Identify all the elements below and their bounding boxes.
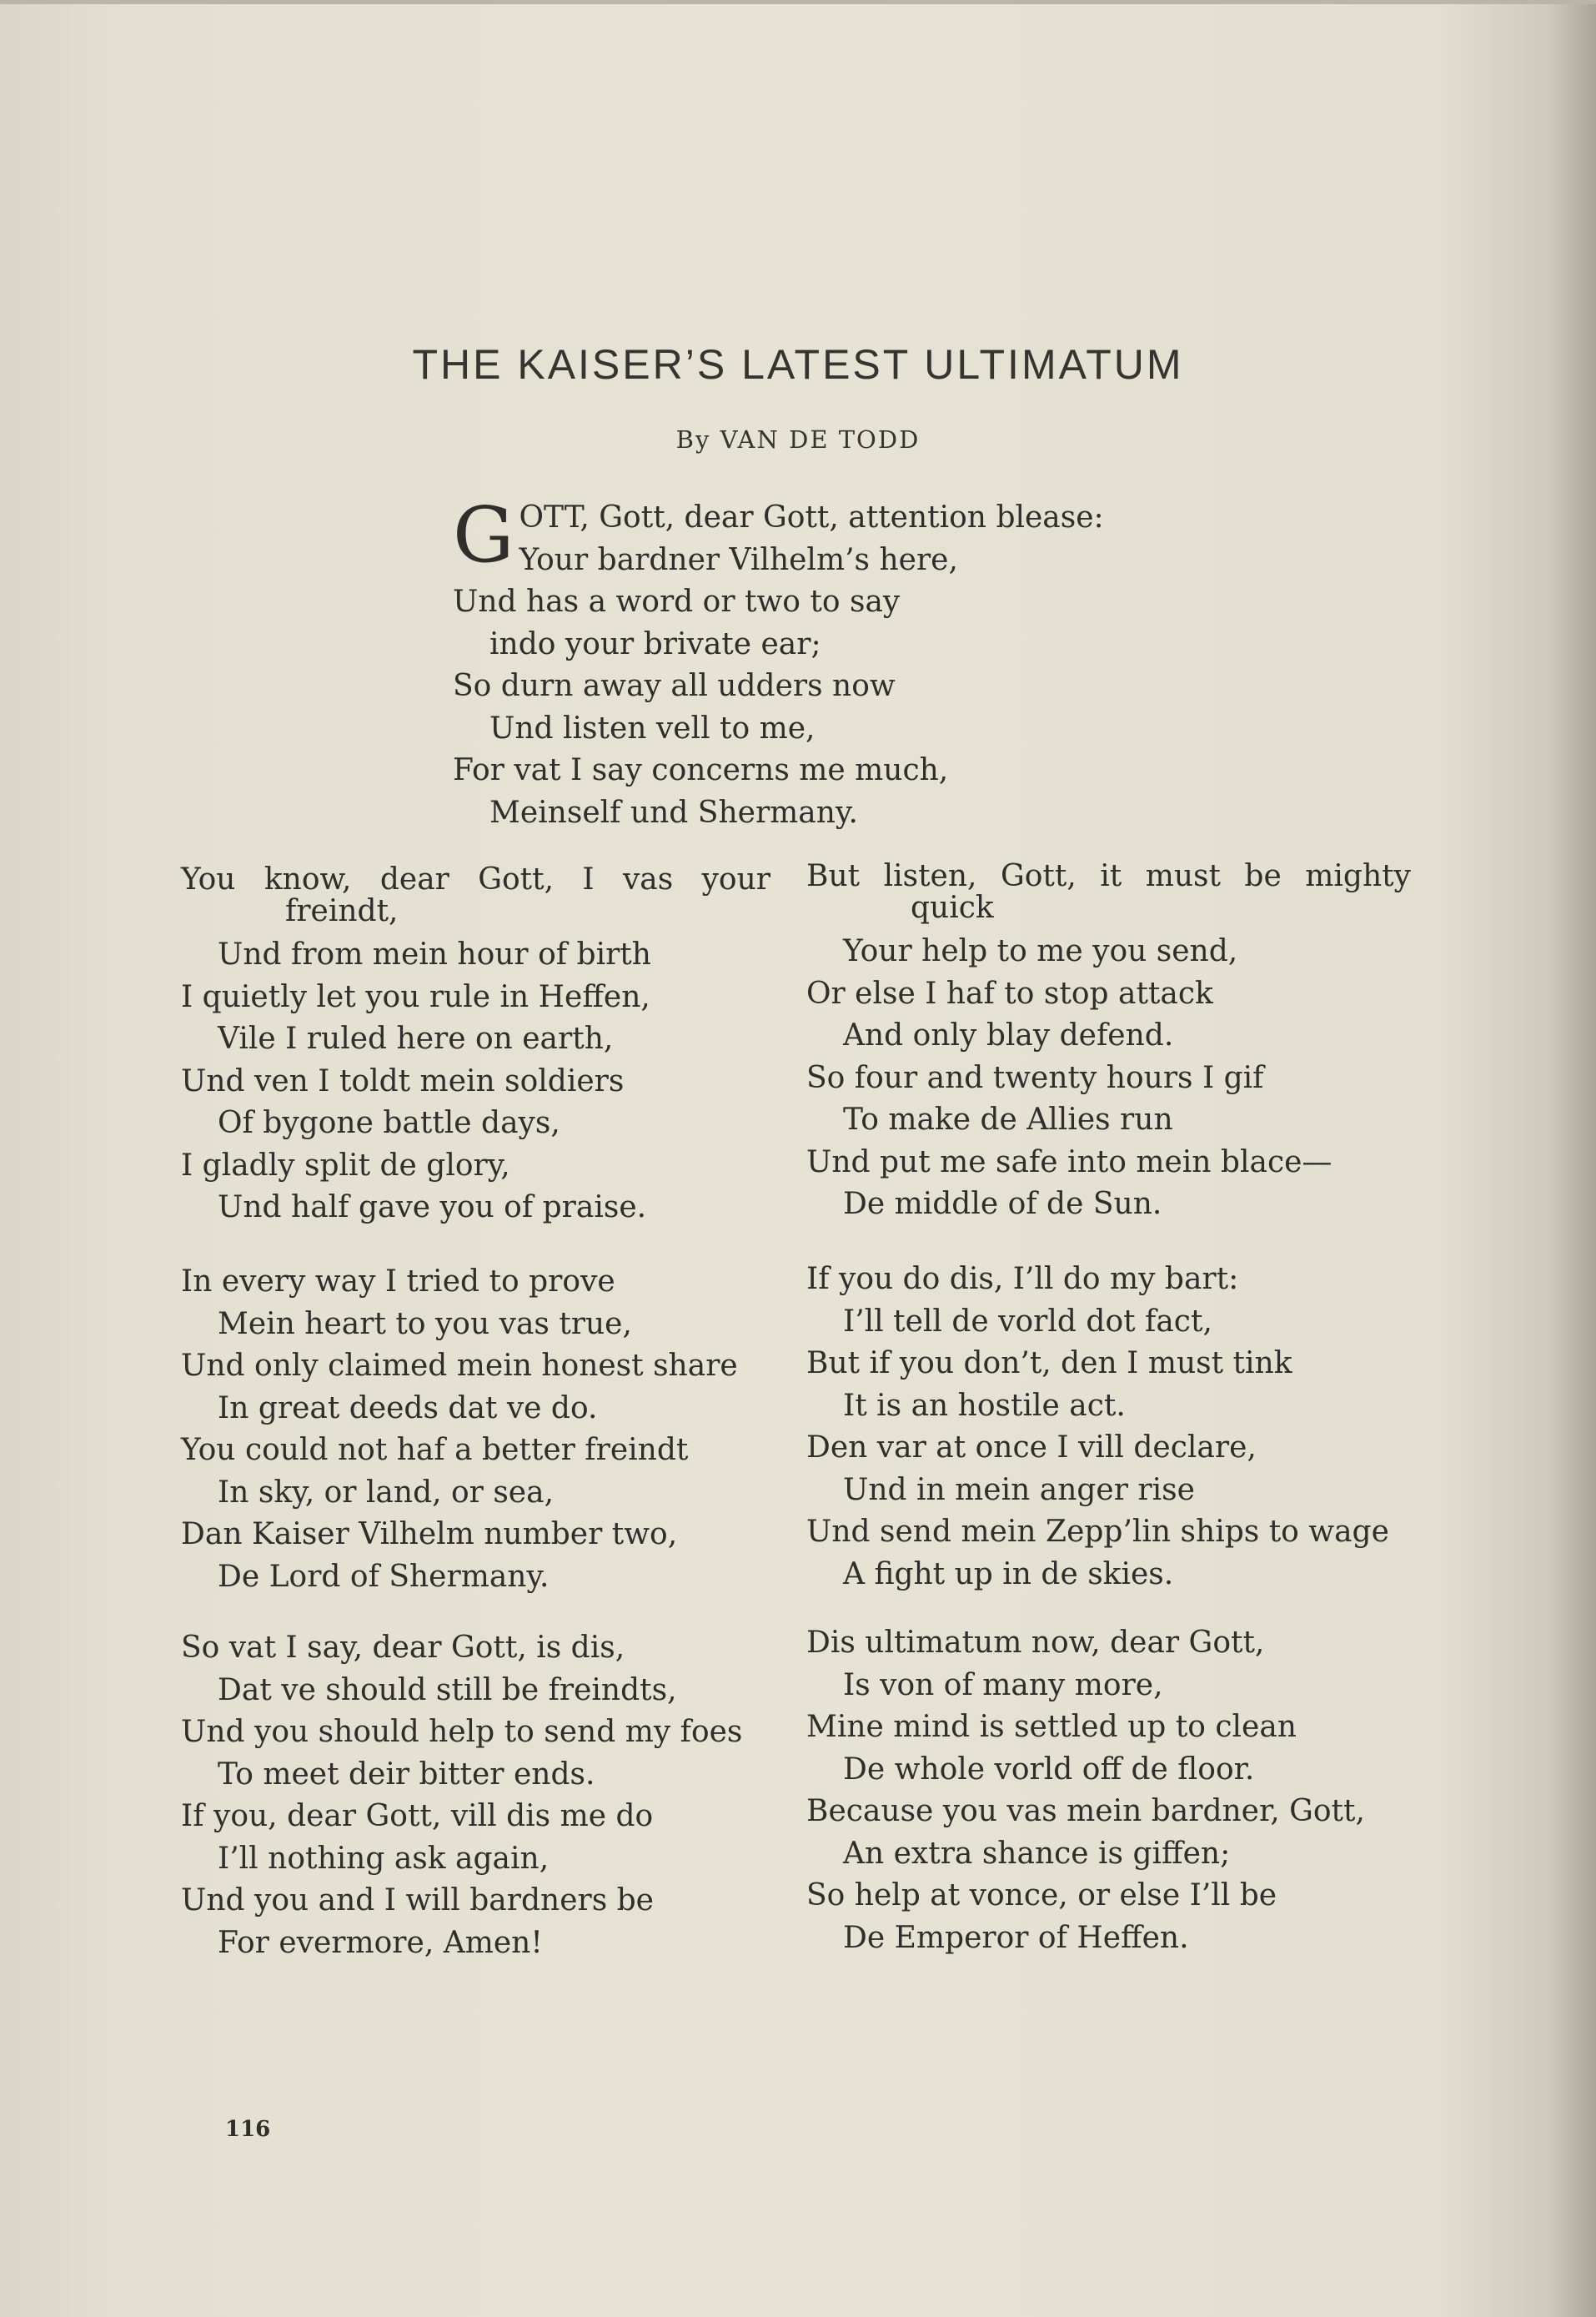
poem-line: Or else I haf to stop attack [806, 976, 1213, 1011]
poem-line: Und only claimed mein honest share [181, 1349, 738, 1383]
poem-line: Your help to me you send, [843, 934, 1238, 968]
poem-line: For vat I say concerns me much, [453, 753, 949, 787]
poem-line: Und you should help to send my foes [181, 1715, 743, 1749]
right-stanza-3 [806, 1622, 1411, 1959]
poem-line: In great deeds dat ve do. [218, 1390, 598, 1425]
poem-word: must [1145, 859, 1221, 893]
poem-line: If you, dear Gott, vill dis me do [181, 1799, 654, 1833]
poem-line: I quietly let you rule in Heffen, [181, 979, 650, 1014]
poem-line: Und send mein Zepp’lin ships to wage [806, 1515, 1389, 1549]
left-stanza-3 [181, 1627, 770, 1964]
poem-line: Because you vas mein bardner, Gott, [806, 1794, 1365, 1828]
page-top-edge [0, 0, 1596, 4]
byline-author: VAN DE TODD [720, 425, 921, 454]
poem-word: be [1244, 859, 1282, 893]
poem-line: Und you and I will bardners be [181, 1883, 654, 1917]
poem-line: Und ven I toldt mein soldiers [181, 1063, 625, 1098]
poem-line: Dat ve should still be freindts, [218, 1672, 677, 1707]
poem-word: dear [379, 862, 449, 897]
left-stanza-1 [181, 864, 770, 1229]
right-stanza-2 [806, 1259, 1411, 1596]
poem-word: But [806, 859, 861, 893]
poem-line: I’ll tell de vorld dot fact, [843, 1304, 1212, 1339]
poem-line: De middle of de Sun. [843, 1187, 1162, 1221]
poem-line-continuation: freindt, [285, 894, 399, 928]
poem-line: Vile I ruled here on earth, [218, 1022, 614, 1056]
poem-line: De whole vorld off de floor. [843, 1752, 1255, 1787]
poem-line: Und in mein anger rise [843, 1472, 1195, 1507]
poem-title: THE KAISER’S LATEST ULTIMATUM [412, 341, 1184, 388]
poem-word: it [1100, 859, 1122, 893]
poem-line: To meet deir bitter ends. [218, 1757, 595, 1792]
poem-line: I gladly split de glory, [181, 1148, 510, 1183]
poem-line: I’ll nothing ask again, [218, 1841, 550, 1876]
poem-line: Your bardner Vilhelm’s here, [519, 542, 958, 577]
poem-line: So help at vonce, or else I’ll be [806, 1878, 1277, 1912]
poem-line: So vat I say, dear Gott, is dis, [181, 1631, 625, 1665]
poem-line: In sky, or land, or sea, [218, 1475, 555, 1510]
drop-cap: G [453, 490, 514, 580]
poem-line [806, 861, 1411, 892]
intro-stanza [453, 490, 1104, 834]
poem-line: OTT, Gott, dear Gott, attention blease: [519, 500, 1104, 535]
poem-line: Dan Kaiser Vilhelm number two, [181, 1517, 678, 1551]
poem-line: Den var at once I vill declare, [806, 1430, 1257, 1465]
poem-line [181, 864, 770, 896]
page-number: 116 [225, 2117, 271, 2142]
poem-line: In every way I tried to prove [181, 1264, 615, 1299]
poem-word: Gott, [1000, 859, 1077, 893]
poem-line: So four and twenty hours I gif [806, 1060, 1264, 1095]
poem-line: Und from mein hour of birth [218, 937, 651, 972]
poem-word: Gott, [478, 862, 555, 897]
poem-line: To make de Allies run [843, 1103, 1173, 1137]
poem-word: listen, [883, 859, 977, 893]
poem-line: Dis ultimatum now, dear Gott, [806, 1626, 1265, 1660]
poem-line: Und half gave you of praise. [218, 1190, 647, 1224]
poem-line: Is von of many more, [843, 1667, 1163, 1702]
poem-line: Mine mind is settled up to clean [806, 1710, 1297, 1744]
poem-line: A fight up in de skies. [843, 1556, 1174, 1591]
poem-line: Und listen vell to me, [489, 711, 816, 746]
poem-line: For evermore, Amen! [218, 1925, 543, 1960]
right-stanza-1 [806, 861, 1411, 1226]
poem-word: I [582, 862, 595, 897]
poem-line: indo your brivate ear; [489, 626, 821, 661]
poem-word: know, [263, 862, 352, 897]
poem-line: Of bygone battle days, [218, 1106, 560, 1140]
poem-line: Und has a word or two to say [453, 585, 901, 619]
poem-line: Mein heart to you vas true, [218, 1306, 632, 1341]
poem-line-continuation: quick [911, 891, 994, 925]
poem-line: De Lord of Shermany. [218, 1559, 550, 1594]
poem-line: You could not haf a better freindt [181, 1433, 689, 1467]
poem-line: An extra shance is giffen; [843, 1836, 1231, 1871]
poem-word: mighty [1305, 859, 1411, 893]
poem-line: And only blay defend. [843, 1018, 1174, 1053]
poem-line: It is an hostile act. [843, 1388, 1126, 1423]
byline-by: By [675, 425, 711, 454]
poem-line: Und put me safe into mein blace— [806, 1144, 1333, 1179]
poem-word: your [701, 862, 770, 897]
poem-word: vas [622, 862, 674, 897]
left-stanza-2 [181, 1261, 770, 1598]
byline [0, 425, 1596, 454]
poem-word: You [181, 862, 236, 897]
poem-line: Meinself und Shermany. [489, 795, 858, 830]
poem-line: If you do dis, I’ll do my bart: [806, 1262, 1239, 1296]
poem-line: But if you don’t, den I must tink [806, 1346, 1292, 1380]
poem-line: De Emperor of Heffen. [843, 1920, 1189, 1955]
poem-line: So durn away all udders now [453, 669, 896, 703]
